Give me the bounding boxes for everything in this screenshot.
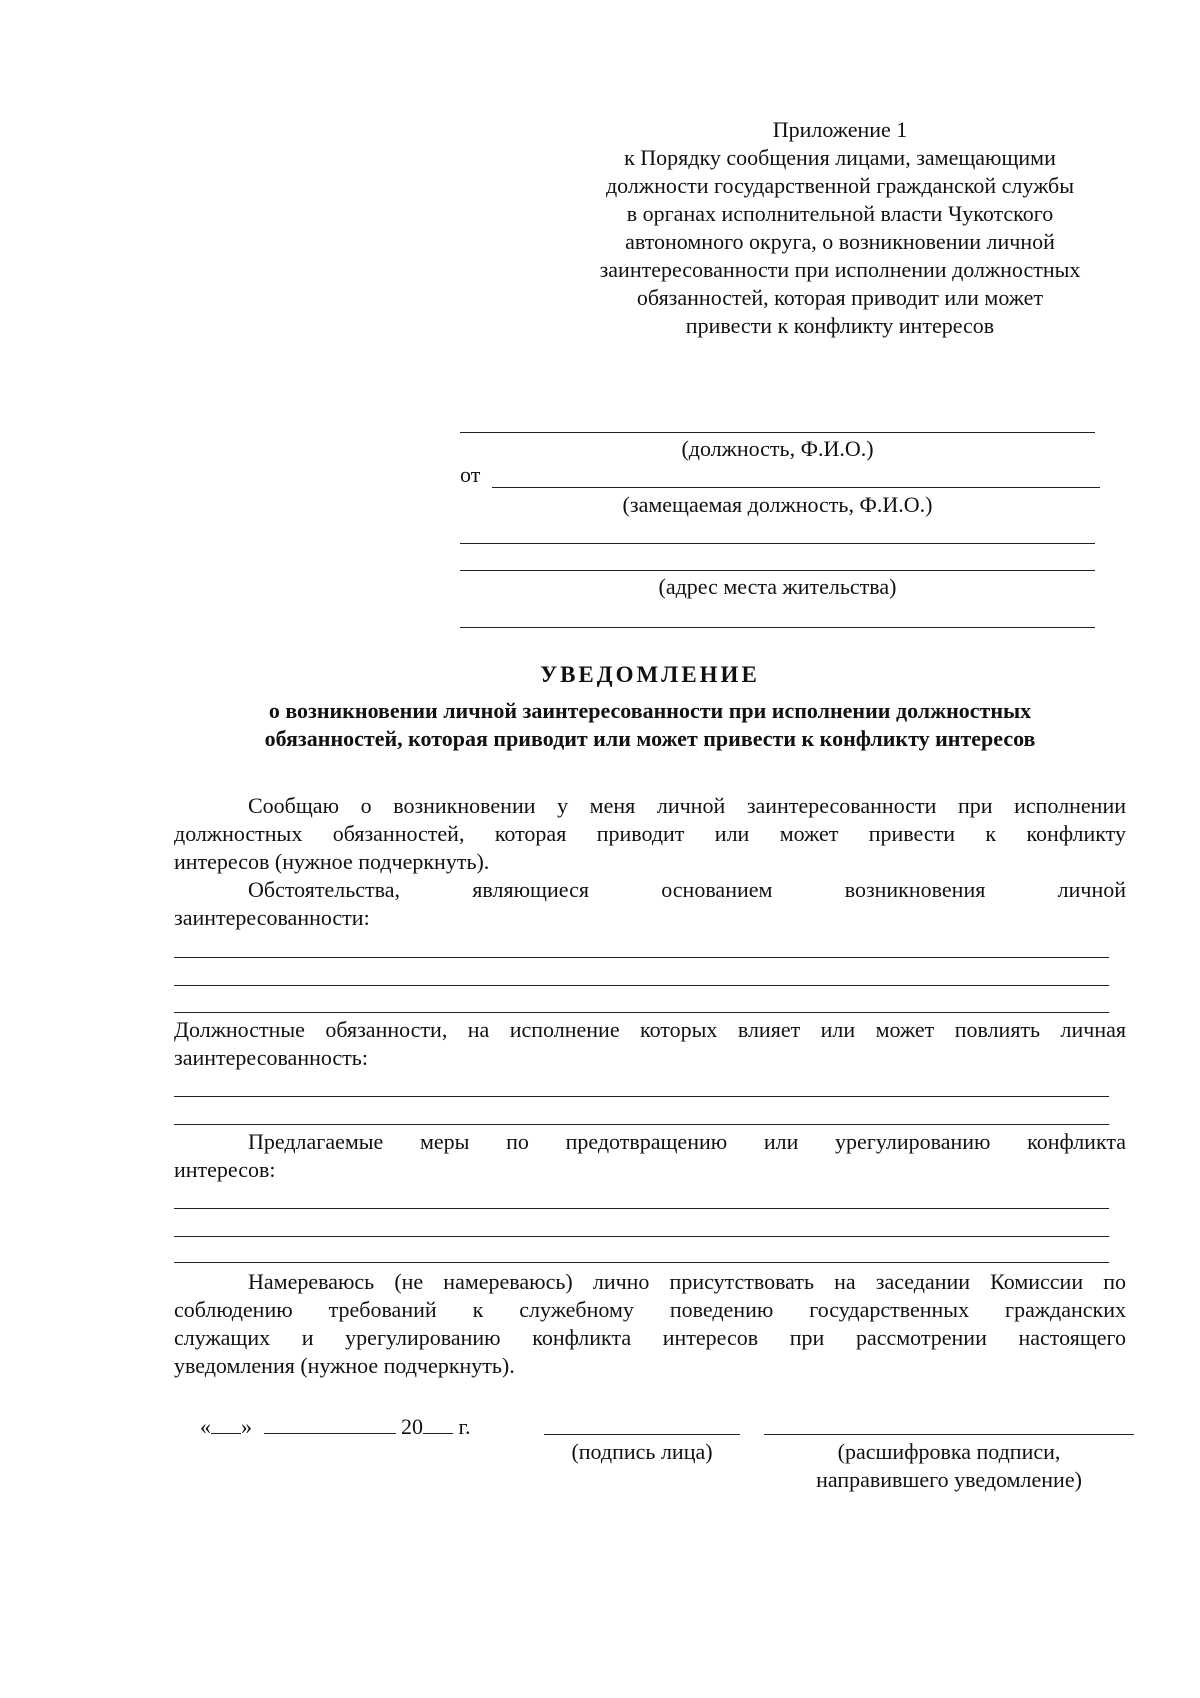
signature-decode-caption: [764, 1438, 1134, 1494]
paragraph-line: Обстоятельства, являющиеся основанием возникновения личной: [248, 877, 1126, 902]
quote-open: «: [200, 1414, 211, 1439]
replaced-position-fill-line[interactable]: [492, 487, 1100, 488]
measures-fill-line-2[interactable]: [174, 1236, 1109, 1237]
signature-line[interactable]: [544, 1434, 740, 1435]
year-blank[interactable]: [423, 1415, 453, 1434]
appendix-line: привести к конфликту интересов: [685, 313, 995, 338]
paragraph-notification: [174, 792, 1126, 876]
address-fill-line-3[interactable]: [460, 627, 1095, 628]
month-blank[interactable]: [264, 1415, 396, 1434]
paragraph-line: уведомления (нужное подчеркнуть).: [174, 1353, 515, 1378]
signature-caption: (подпись лица): [571, 1439, 713, 1464]
document-title: УВЕДОМЛЕНИЕ: [540, 662, 760, 687]
appendix-line: должности государственной гражданской службы: [605, 173, 1074, 198]
paragraph-line: Предлагаемые меры по предотвращению или урегулированию конфликта: [248, 1129, 1126, 1154]
position-caption: (должность, Ф.И.О.): [681, 436, 874, 461]
appendix-line: Приложение 1: [772, 117, 908, 142]
duties-fill-line-2[interactable]: [174, 1124, 1109, 1125]
circumstances-fill-line-3[interactable]: [174, 1012, 1109, 1013]
address-caption: (адрес места жительства): [658, 574, 897, 599]
measures-fill-line-3[interactable]: [174, 1262, 1109, 1263]
replaced-position-caption: (замещаемая должность, Ф.И.О.): [622, 492, 933, 517]
signature-decode-caption-line: (расшифровка подписи,: [837, 1439, 1061, 1464]
paragraph-line: заинтересованность:: [174, 1045, 368, 1070]
date-field: [200, 1414, 471, 1440]
paragraph-measures: [174, 1128, 1126, 1184]
appendix-line: обязанностей, которая приводит или может: [636, 285, 1044, 310]
appendix-line: в органах исполнительной власти Чукотского: [626, 201, 1054, 226]
paragraph-line: интересов:: [174, 1157, 276, 1182]
appendix-header: [560, 116, 1120, 340]
year-suffix: г.: [458, 1414, 471, 1439]
position-fill-line[interactable]: [460, 432, 1095, 433]
document-subtitle-line: обязанностей, которая приводит или может привести к конфликту интересов: [264, 726, 1036, 751]
signature-decode-line[interactable]: [764, 1434, 1134, 1435]
address-fill-line-2[interactable]: [460, 570, 1095, 571]
quote-close: »: [241, 1414, 252, 1439]
duties-fill-line-1[interactable]: [174, 1096, 1109, 1097]
paragraph-line: должностных обязанностей, которая приводит или может привести к конфликту: [174, 821, 1126, 846]
day-blank[interactable]: [211, 1415, 241, 1434]
signature-decode-caption-line: направившего уведомление): [816, 1467, 1082, 1492]
paragraph-line: служащих и урегулированию конфликта интересов при рассмотрении настоящего: [174, 1325, 1126, 1350]
paragraph-duties: [174, 1016, 1126, 1072]
measures-fill-line-1[interactable]: [174, 1208, 1109, 1209]
paragraph-line: заинтересованности:: [174, 905, 370, 930]
appendix-line: автономного округа, о возникновении личной: [625, 229, 1055, 254]
address-fill-line-1[interactable]: [460, 543, 1095, 544]
appendix-line: заинтересованности при исполнении должностных: [599, 257, 1081, 282]
circumstances-fill-line-1[interactable]: [174, 957, 1109, 958]
paragraph-circumstances: [174, 876, 1126, 932]
paragraph-line: соблюдению требований к служебному поведению государственных гражданских: [174, 1297, 1126, 1322]
paragraph-line: Сообщаю о возникновении у меня личной заинтересованности при исполнении: [248, 793, 1126, 818]
year-prefix: 20: [401, 1414, 423, 1439]
paragraph-line: интересов (нужное подчеркнуть).: [174, 849, 490, 874]
appendix-line: к Порядку сообщения лицами, замещающими: [624, 145, 1056, 170]
paragraph-line: Должностные обязанности, на исполнение которых влияет или может повлиять личная: [174, 1017, 1126, 1042]
paragraph-intention: [174, 1268, 1126, 1380]
circumstances-fill-line-2[interactable]: [174, 985, 1109, 986]
paragraph-line: Намереваюсь (не намереваюсь) лично присутствовать на заседании Комиссии по: [248, 1269, 1126, 1294]
document-subtitle-line: о возникновении личной заинтересованности при исполнении должностных: [268, 698, 1032, 723]
from-label: от: [460, 462, 481, 487]
